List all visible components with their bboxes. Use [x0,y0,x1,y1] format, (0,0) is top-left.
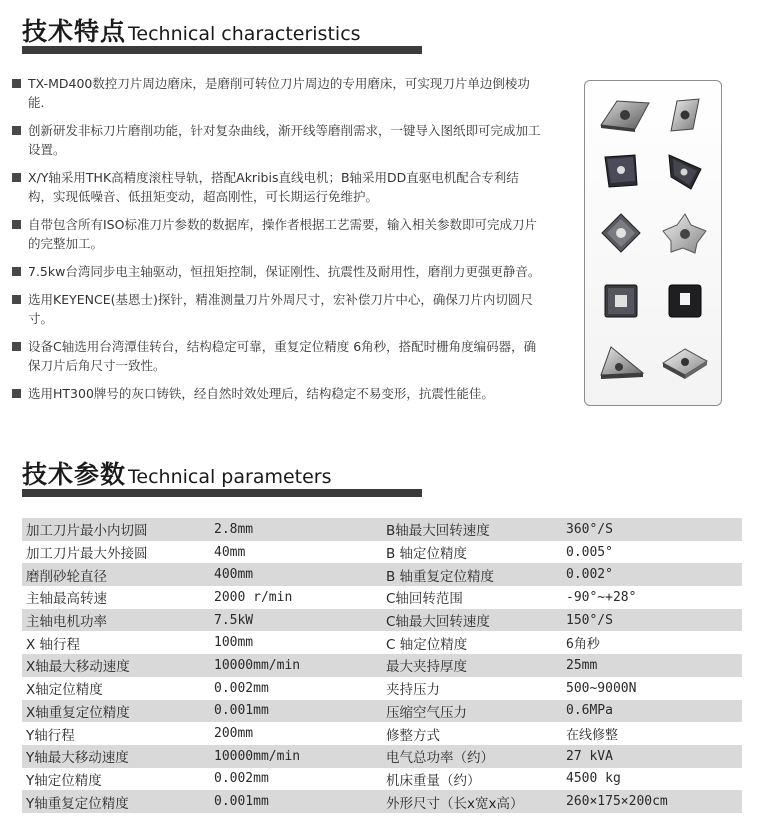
param-value: 400mm [214,563,386,586]
param-value: 0.002° [566,563,742,586]
param-value: 0.001mm [214,700,386,723]
square-bullet-icon [12,389,21,398]
square-bullet-icon [12,79,21,88]
param-name: C 轴定位精度 [386,636,468,653]
rhombic-insert-icon [597,95,653,135]
param-value: 在线修整 [566,728,619,744]
param-value: 0.001mm [214,790,386,813]
square-bullet-icon [12,126,21,135]
table-row [22,700,742,723]
param-value: 2000 r/min [214,589,293,605]
param-value: 0.6MPa [566,700,742,723]
square-bullet-icon [12,267,21,276]
square-bullet-icon [12,173,21,182]
param-name: X轴定位精度 [26,682,103,699]
param-value: 260×175×200cm [566,790,742,813]
param-name: 加工刀片最大外接圆 [26,546,148,563]
list-item: 自带包含所有ISO标准刀片参数的数据库，操作者根据工艺需要，输入相关参数即可完成刀片的完整加工。 [12,215,542,253]
param-value: 2.8mm [214,518,386,541]
param-name: 修整方式 [386,727,440,744]
param-name: X轴最大移动速度 [22,654,214,677]
section-divider [22,489,422,497]
param-value: 40mm [214,544,246,560]
square-insert-icon [667,283,703,319]
param-value: 0.002mm [214,680,269,696]
rhombic-insert-icon [659,345,711,381]
param-value: 200mm [214,726,254,742]
param-value: 25mm [566,654,742,677]
param-name: Y轴重复定位精度 [22,790,214,813]
param-name: C轴最大回转速度 [386,609,566,632]
list-item: 选用HT300牌号的灰口铸铁，经自然时效处理后，结构稳定不易变形，抗震性能佳。 [12,384,542,403]
param-name: 加工刀片最小内切圆 [22,518,214,541]
param-value: 100mm [214,635,254,651]
square-insert-icon [599,211,643,255]
param-name: 夹持压力 [386,682,440,699]
rhombic-insert-icon [665,149,705,193]
square-insert-icon [603,283,639,319]
param-value: 7.5kW [214,609,386,632]
param-value: 10000mm/min [214,745,386,768]
table-row [22,722,742,745]
table-row [22,745,742,768]
list-item: 设备C轴选用台湾潭佳转台，结构稳定可靠，重复定位精度 6角秒，搭配时栅角度编码器，确保刀片后角尺寸一致性。 [12,337,542,375]
parameters-table [22,518,742,813]
param-name: 压缩空气压力 [386,700,566,723]
param-name: Y轴最大移动速度 [22,745,214,768]
param-value: 0.002mm [214,771,269,787]
param-name: B 轴重复定位精度 [386,563,566,586]
table-row [22,541,742,564]
square-bullet-icon [12,342,21,351]
param-name: 主轴最高转速 [26,591,107,608]
table-row [22,586,742,609]
param-value: 500~9000N [566,680,637,696]
param-name: 机床重量（约） [386,772,481,789]
feature-list [12,74,542,412]
param-name: X 轴行程 [26,636,81,653]
table-row [22,790,742,813]
param-name: X轴重复定位精度 [22,700,214,723]
param-name: 最大夹持厚度 [386,654,566,677]
param-name: 外形尺寸（长x宽x高） [386,790,566,813]
rhombic-insert-icon [601,151,641,191]
param-name: 电气总功率（约） [386,745,566,768]
section-divider [22,46,422,54]
section-title-characteristics [22,12,361,48]
param-name: Y轴定位精度 [26,772,102,789]
triangle-insert-icon [597,343,647,383]
param-value: 150°/S [566,609,742,632]
param-name: B 轴定位精度 [386,546,468,563]
table-row [22,654,742,677]
param-value: 27 kVA [566,745,742,768]
section-title-en: Technical parameters [128,466,332,488]
section-title-en: Technical characteristics [128,23,361,45]
table-row [22,563,742,586]
section-title-parameters [22,455,332,491]
param-value: 10000mm/min [214,654,386,677]
param-value: 360°/S [566,518,742,541]
square-bullet-icon [12,220,21,229]
list-item: TX-MD400数控刀片周边磨床，是磨削可转位刀片周边的专用磨床，可实现刀片单边倒棱功能. [12,74,542,112]
insert-image-panel [584,80,722,406]
param-value: -90°~+28° [566,589,637,605]
table-row [22,518,742,541]
table-row [22,609,742,632]
param-value: 4500 kg [566,771,621,787]
rhombic-insert-icon [663,93,707,137]
table-row [22,631,742,654]
param-name: C轴回转范围 [386,591,463,608]
table-row [22,677,742,700]
param-name: Y轴行程 [26,727,75,744]
trigon-insert-icon [661,211,709,255]
section-title-zh: 技术参数 [22,460,127,489]
param-name: 磨削砂轮直径 [22,563,214,586]
section-title-zh: 技术特点 [22,17,127,46]
list-item: 选用KEYENCE(基恩士)探针，精准测量刀片外周尺寸，宏补偿刀片中心，确保刀片内切圆尺寸。 [12,290,542,328]
square-bullet-icon [12,295,21,304]
param-value: 6角秒 [566,637,600,653]
table-row [22,768,742,791]
list-item: 创新研发非标刀片磨削功能，针对复杂曲线，渐开线等磨削需求，一键导入图纸即可完成加工设置。 [12,121,542,159]
list-item: X/Y轴采用THK高精度滚柱导轨，搭配Akribis直线电机；B轴采用DD直驱电机配合专利结构，实现低噪音、低扭矩变动，超高刚性，可长期运行免维护。 [12,168,542,206]
param-value: 0.005° [566,544,613,560]
param-name: 主轴电机功率 [22,609,214,632]
param-name: B轴最大回转速度 [386,518,566,541]
list-item: 7.5kw台湾同步电主轴驱动，恒扭矩控制，保证刚性、抗震性及耐用性，磨削力更强更静音。 [12,262,542,281]
